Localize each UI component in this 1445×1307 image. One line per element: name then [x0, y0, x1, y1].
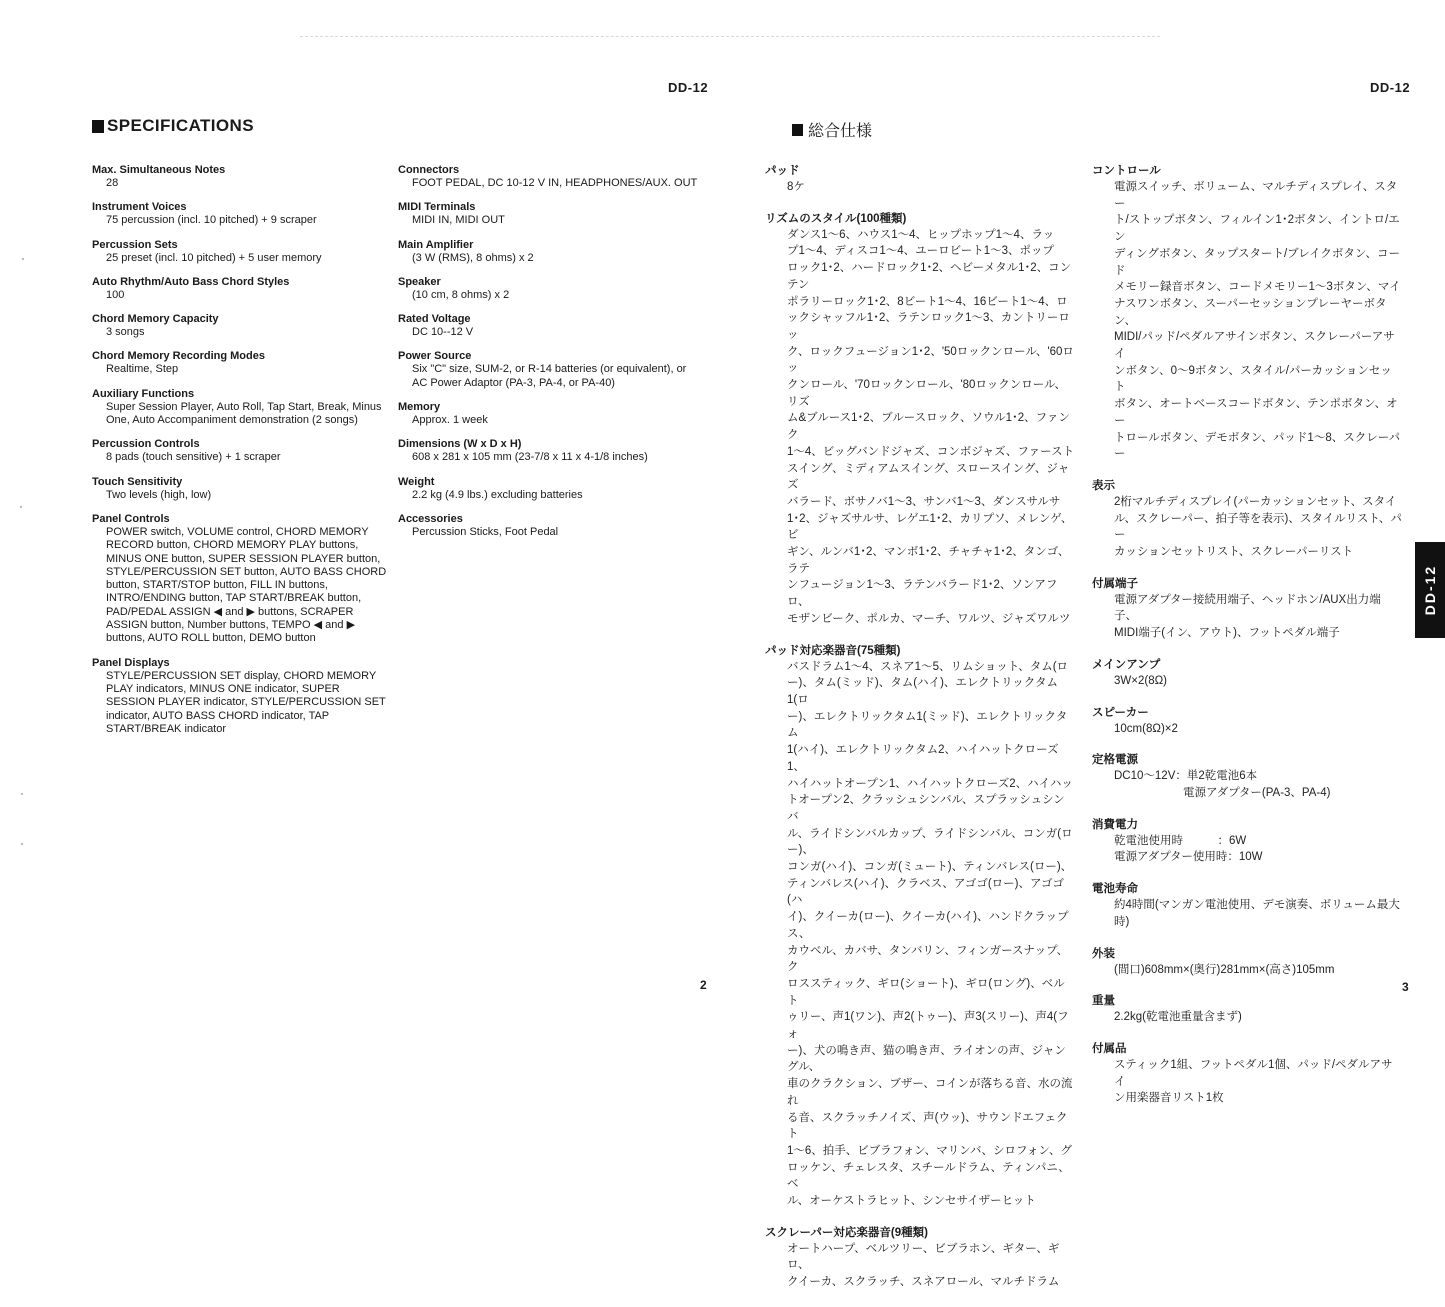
- spec-item: [398, 513, 703, 539]
- spec-item: [92, 164, 392, 190]
- spec-item: [92, 513, 392, 646]
- spec-label: Chord Memory Recording Modes: [92, 350, 265, 363]
- spec-label: Accessories: [398, 512, 463, 525]
- spec-value: 25 preset (incl. 10 pitched) + 5 user memory: [106, 251, 322, 264]
- spec-value: 2.2kg(乾電池重量含まず): [1114, 1011, 1242, 1024]
- spec-value: Approx. 1 week: [412, 414, 488, 427]
- specifications-heading-text: SPECIFICATIONS: [107, 116, 254, 135]
- spec-value: ダンス1～6、ハウス1～4、ヒップホップ1～4、ラッ プ1～4、ディスコ1～4、ユーロビート1～3、ポップ ロック1･2、ハードロック1･2、ヘビーメタル1･2、コンテン ポラリーロック1･2、8ビート1～4、16ビート1～4、ロ ックシャッフル1･2、ラテンロック1～3、カントリーロッ ク、ロックフュージョン1･2、'50ロックンロール、'60ロッ クンロール、'70ロックンロール、'80ロックンロール、リズ ム&ブルース1･2、ブルースロック、ソウル1･2、ファンク 1～4、ビッグバンドジャズ、コンボジャズ、ファースト スイング、ミディアムスイング、スロースイング、ジャズ バラード、ボサノバ1～3、サンバ1～3、ダンスサルサ 1･2、ジャズサルサ、レゲエ1･2、カリプソ、メレンゲ、ビ ギン、ルンバ1･2、マンボ1･2、チャチャ1･2、タンゴ、ラテ ンフュージョン1～3、ラテンバラード1･2、ソンアフロ、 モザンビーク、ポルカ、マーチ、ワルツ、ジャズワルツ: [787, 228, 1075, 625]
- spec-label: Auto Rhythm/Auto Bass Chord Styles: [92, 275, 290, 288]
- spec-item: [398, 313, 703, 339]
- spec-item: [92, 276, 392, 302]
- spec-item: [1092, 164, 1402, 463]
- spec-item: [1092, 479, 1402, 561]
- right-spec-column-2: [1092, 164, 1402, 1123]
- spec-item: [1092, 994, 1402, 1026]
- spec-label: 外装: [1092, 947, 1115, 960]
- spec-value: (10 cm, 8 ohms) x 2: [412, 288, 510, 301]
- spec-label: パッド対応楽器音(75種類): [765, 644, 901, 657]
- spec-label: 付属端子: [1092, 577, 1138, 590]
- spec-item: [1092, 706, 1402, 738]
- right-spec-column-1: [765, 164, 1075, 1307]
- spec-item: [398, 401, 703, 427]
- spec-value: 10cm(8Ω)×2: [1114, 722, 1178, 735]
- spec-item: [398, 239, 703, 265]
- spec-value: 8 pads (touch sensitive) + 1 scraper: [106, 451, 281, 464]
- spec-label: 定格電源: [1092, 754, 1138, 767]
- scan-top-edge: [300, 36, 1160, 37]
- spec-value: 3 songs: [106, 326, 145, 339]
- model-side-tab: [1415, 542, 1445, 638]
- spec-value: スティック1組、フットペダル1個、パッド/ペダルアサイ ン用楽器音リスト1枚: [1114, 1058, 1393, 1105]
- square-bullet-icon: [792, 124, 803, 136]
- spec-value: 75 percussion (incl. 10 pitched) + 9 scraper: [106, 214, 317, 227]
- spec-item: [398, 201, 703, 227]
- spec-label: Max. Simultaneous Notes: [92, 164, 226, 176]
- spec-label: Weight: [398, 475, 435, 488]
- right-page-number: 3: [1402, 980, 1409, 994]
- spec-value: DC10～12V：単2乾電池6本 電源アダプター(PA-3、PA-4): [1114, 770, 1331, 799]
- spec-value: 乾電池使用時 ：6W 電源アダプター使用時：10W: [1114, 834, 1263, 864]
- spec-value: 電源アダプター接続用端子、ヘッドホン/AUX出力端子、 MIDI端子(イン、アウト)、フットペダル端子: [1114, 593, 1381, 640]
- spec-value: 2桁マルチディスプレイ(パーカッションセット、スタイ ル、スクレーパー、拍子等を表示)、スタイルリスト、パー カッションセットリスト、スクレーパーリスト: [1114, 495, 1402, 559]
- spec-item: [92, 239, 392, 265]
- spec-label: Dimensions (W x D x H): [398, 438, 522, 451]
- spec-label: Instrument Voices: [92, 201, 187, 214]
- spec-item: [1092, 947, 1402, 979]
- left-spec-column-2: [398, 164, 703, 550]
- left-spec-column-1: [92, 164, 392, 747]
- spec-label: Speaker: [398, 275, 441, 288]
- spec-item: [398, 276, 703, 302]
- spec-label: Rated Voltage: [398, 313, 471, 326]
- spec-label: 消費電力: [1092, 818, 1138, 831]
- spec-item: [398, 350, 703, 390]
- spec-label: パッド: [765, 165, 800, 177]
- spec-item: [765, 164, 1075, 196]
- spec-value: Two levels (high, low): [106, 488, 212, 501]
- spec-item: [765, 212, 1075, 628]
- spec-item: [1092, 577, 1402, 642]
- spec-item: [1092, 658, 1402, 690]
- scan-speck: [21, 843, 23, 845]
- spec-item: [92, 201, 392, 227]
- spec-value: DC 10--12 V: [412, 326, 474, 339]
- spec-value: 電源スイッチ、ボリューム、マルチディスプレイ、スター ト/ストップボタン、フィルイン1･2ボタン、イントロ/エン ディングボタン、タップスタート/ブレイクボタン、コード メモリー録音ボタン、コードメモリー1～3ボタン、マイ ナスワンボタン、スーパーセッションプレーヤーボタン、 MIDI/パッド/ペダルアサインボタン、スクレーパーアサイ ンボタン、0～9ボタン、スタイル/パーカッションセット ボタン、オートベースコードボタン、テンポボタン、オー トロールボタン、デモボタン、パッド1～8、スクレーパ ー: [1114, 181, 1401, 461]
- sogo-shiyo-heading-text: 総合仕様: [808, 123, 873, 140]
- spec-value: POWER switch, VOLUME control, CHORD MEMORY RECORD button, CHORD MEMORY PLAY buttons, MINUS ONE button, SUPER SESSION PLAYER button, STYLE/PERCUSSION SET button, AUTO BASS CHORD button, START/STOP button, FILL IN buttons, INTRO/ENDING button, TAP START/BREAK button, PAD/PEDAL ASSIGN ◀ and ▶ buttons, SCRAPER ASSIGN button, Number buttons, TEMPO ◀ and ▶ buttons, AUTO ROLL button, DEMO button: [106, 525, 387, 645]
- spec-label: Touch Sensitivity: [92, 475, 183, 488]
- spec-value: 100: [106, 288, 125, 301]
- spec-item: [398, 164, 703, 190]
- spec-value: Realtime, Step: [106, 363, 179, 376]
- spec-item: [765, 1226, 1075, 1291]
- right-model-label: DD-12: [1370, 80, 1411, 95]
- spec-item: [92, 476, 392, 502]
- spec-label: リズムのスタイル(100種類): [765, 212, 907, 225]
- square-bullet-icon: [92, 120, 104, 133]
- spec-value: 608 x 281 x 105 mm (23-7/8 x 11 x 4-1/8 inches): [412, 451, 648, 464]
- spec-label: Memory: [398, 401, 441, 414]
- spec-item: [1092, 1042, 1402, 1107]
- spec-item: [92, 350, 392, 376]
- spec-item: [1092, 818, 1402, 866]
- spec-label: Panel Displays: [92, 656, 170, 669]
- spec-label: 重量: [1092, 995, 1115, 1008]
- spec-value: 3W×2(8Ω): [1114, 674, 1168, 687]
- spec-label: メインアンプ: [1092, 658, 1161, 671]
- sogo-shiyo-heading: [792, 118, 872, 141]
- spec-label: スクレーパー対応楽器音(9種類): [765, 1226, 928, 1239]
- scan-speck: [22, 258, 24, 260]
- specifications-heading: [92, 116, 254, 136]
- spec-value: 8ケ: [787, 181, 805, 193]
- spec-item: [398, 476, 703, 502]
- spec-item: [398, 438, 703, 464]
- spec-label: Percussion Controls: [92, 438, 200, 451]
- spec-label: Percussion Sets: [92, 238, 178, 251]
- spec-item: [92, 438, 392, 464]
- spec-label: Chord Memory Capacity: [92, 313, 219, 326]
- spec-label: MIDI Terminals: [398, 201, 476, 214]
- spec-label: Main Amplifier: [398, 238, 474, 251]
- spec-item: [92, 388, 392, 428]
- spec-item: [1092, 882, 1402, 930]
- spec-label: コントロール: [1092, 165, 1161, 177]
- spec-value: Six "C" size, SUM-2, or R-14 batteries (or equivalent), or AC Power Adaptor (PA-3, PA-4, or PA-40): [412, 363, 687, 389]
- left-page-number: 2: [700, 978, 707, 992]
- spec-item: [92, 657, 392, 736]
- spec-label: Auxiliary Functions: [92, 387, 195, 400]
- spec-label: 表示: [1092, 479, 1115, 492]
- spec-value: Super Session Player, Auto Roll, Tap Start, Break, Minus One, Auto Accompaniment demonstration (2 songs): [106, 400, 382, 427]
- spec-label: スピーカー: [1092, 706, 1149, 719]
- spec-value: Percussion Sticks, Foot Pedal: [412, 525, 559, 538]
- spec-label: 付属品: [1092, 1042, 1127, 1055]
- spec-value: 28: [106, 177, 119, 189]
- side-tab-label: DD-12: [1422, 564, 1438, 616]
- spec-value: (3 W (RMS), 8 ohms) x 2: [412, 251, 534, 264]
- spec-item: [1092, 753, 1402, 801]
- spec-value: 約4時間(マンガン電池使用、デモ演奏、ボリューム最大時): [1114, 899, 1400, 928]
- spec-value: オートハープ、ベルツリー、ビブラホン、ギター、ギロ、 クイーカ、スクラッチ、スネアロール、マルチドラム: [787, 1242, 1060, 1289]
- spec-value: MIDI IN, MIDI OUT: [412, 214, 505, 227]
- spec-value: 2.2 kg (4.9 lbs.) excluding batteries: [412, 488, 583, 501]
- spec-value: バスドラム1～4、スネア1～5、リムショット、タム(ロ ー)、タム(ミッド)、タム(ハイ)、エレクトリックタム1(ロ ー)、エレクトリックタム1(ミッド)、エレクトリックタム 1(ハイ)、エレクトリックタム2、ハイハットクローズ1、 ハイハットオープン1、ハイハットクローズ2、ハイハッ トオープン2、クラッシュシンバル、スプラッシュシンバ ル、ライドシンバルカップ、ライドシンバル、コンガ(ロー)、 コンガ(ハイ)、コンガ(ミュート)、ティンバレス(ロー)、 ティンバレス(ハイ)、クラベス、アゴゴ(ロー)、アゴゴ(ハ イ)、クイーカ(ロー)、クイーカ(ハイ)、ハンドクラップス、 カウベル、カバサ、タンバリン、フィンガースナップ、ク ロススティック、ギロ(ショート)、ギロ(ロング)、ベルト ゥリー、声1(ワン)、声2(トゥー)、声3(スリー)、声4(フォ ー)、犬の鳴き声、猫の鳴き声、ライオンの声、ジャングル、 車のクラクション、ブザー、コインが落ちる音、水の流れ る音、スクラッチノイズ、声(ウッ)、サウンドエフェクト 1～6、拍手、ビブラフォン、マリンバ、シロフォン、グ ロッケン、チェレスタ、スチールドラム、ティンパニ、ベ ル、オーケストラヒット、シンセサイザーヒット: [787, 660, 1073, 1208]
- spec-label: 電池寿命: [1092, 883, 1138, 896]
- spec-value: STYLE/PERCUSSION SET display, CHORD MEMORY PLAY indicators, MINUS ONE indicator, SUPER SESSION PLAYER indicator, STYLE/PERCUSSION SET indicator, AUTO BASS CHORD indicator, TAP START/BREAK indicator: [106, 669, 386, 735]
- scan-speck: [20, 506, 22, 508]
- spec-label: Connectors: [398, 164, 460, 176]
- spec-value: FOOT PEDAL, DC 10-12 V IN, HEADPHONES/AUX. OUT: [412, 177, 698, 189]
- left-model-label: DD-12: [668, 80, 709, 95]
- scan-speck: [21, 793, 23, 795]
- spec-item: [765, 644, 1075, 1210]
- spec-value: (間口)608mm×(奥行)281mm×(高さ)105mm: [1114, 963, 1335, 976]
- spec-label: Power Source: [398, 350, 472, 363]
- spec-label: Panel Controls: [92, 512, 170, 525]
- spec-item: [92, 313, 392, 339]
